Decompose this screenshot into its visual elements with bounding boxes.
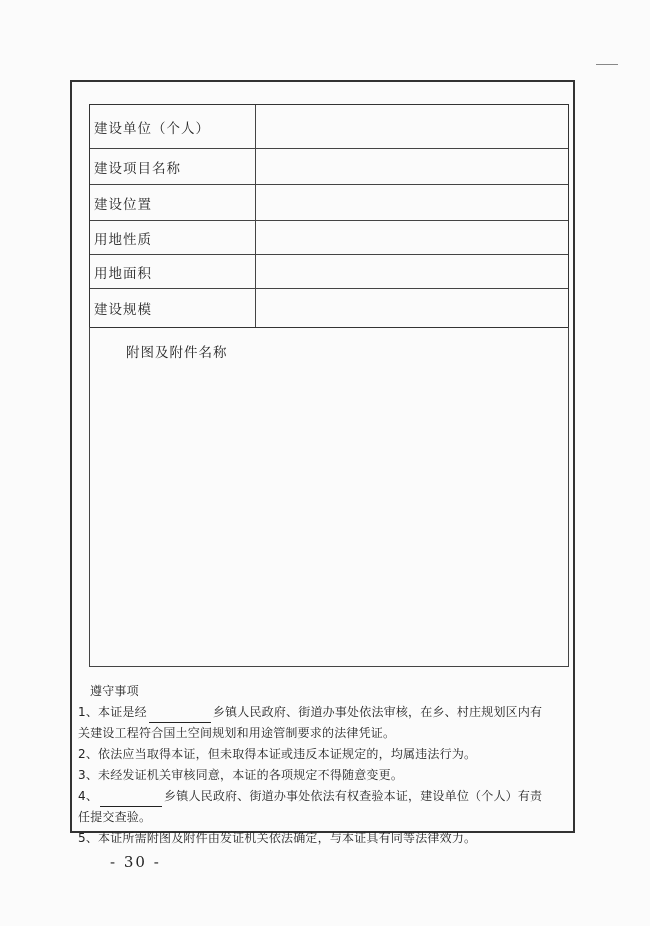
info-table (89, 104, 569, 328)
page-number: - 30 - (110, 853, 161, 871)
row-label: 用地面积 (90, 255, 256, 288)
table-row (90, 185, 568, 221)
row-label: 建设规模 (90, 289, 256, 327)
rules-section (78, 681, 558, 849)
blank-line[interactable] (100, 793, 162, 807)
rules-heading: 遵守事项 (90, 684, 139, 698)
blank-line[interactable] (149, 709, 211, 723)
table-row (90, 289, 568, 327)
rule-item-1-cont: 关建设工程符合国土空间规划和用途管制要求的法律凭证。 (78, 726, 396, 740)
row-value[interactable] (256, 149, 568, 184)
table-row (90, 105, 568, 149)
row-value[interactable] (256, 185, 568, 220)
table-row (90, 221, 568, 255)
attachments-box[interactable] (89, 327, 569, 667)
rule-item-2: 2、依法应当取得本证，但未取得本证或违反本证规定的，均属违法行为。 (78, 747, 477, 761)
row-value[interactable] (256, 221, 568, 254)
row-value[interactable] (256, 289, 568, 327)
row-label: 用地性质 (90, 221, 256, 254)
table-row (90, 255, 568, 289)
scan-mark (596, 64, 618, 65)
row-label: 建设单位（个人） (90, 105, 256, 148)
rule-item-4-cont: 任提交查验。 (78, 810, 152, 824)
row-label: 建设位置 (90, 185, 256, 220)
rule-item-5: 5、本证所需附图及附件由发证机关依法确定，与本证具有同等法律效力。 (78, 831, 477, 845)
attachments-label: 附图及附件名称 (126, 345, 228, 361)
row-value[interactable] (256, 105, 568, 148)
row-value[interactable] (256, 255, 568, 288)
row-label: 建设项目名称 (90, 149, 256, 184)
table-row (90, 149, 568, 185)
rule-item-1: 1、本证是经 乡镇人民政府、街道办事处依法审核，在乡、村庄规划区内有 (78, 702, 558, 723)
rule-item-3: 3、未经发证机关审核同意，本证的各项规定不得随意变更。 (78, 768, 404, 782)
rule-item-4: 4、 乡镇人民政府、街道办事处依法有权查验本证，建设单位（个人）有责 (78, 786, 558, 807)
